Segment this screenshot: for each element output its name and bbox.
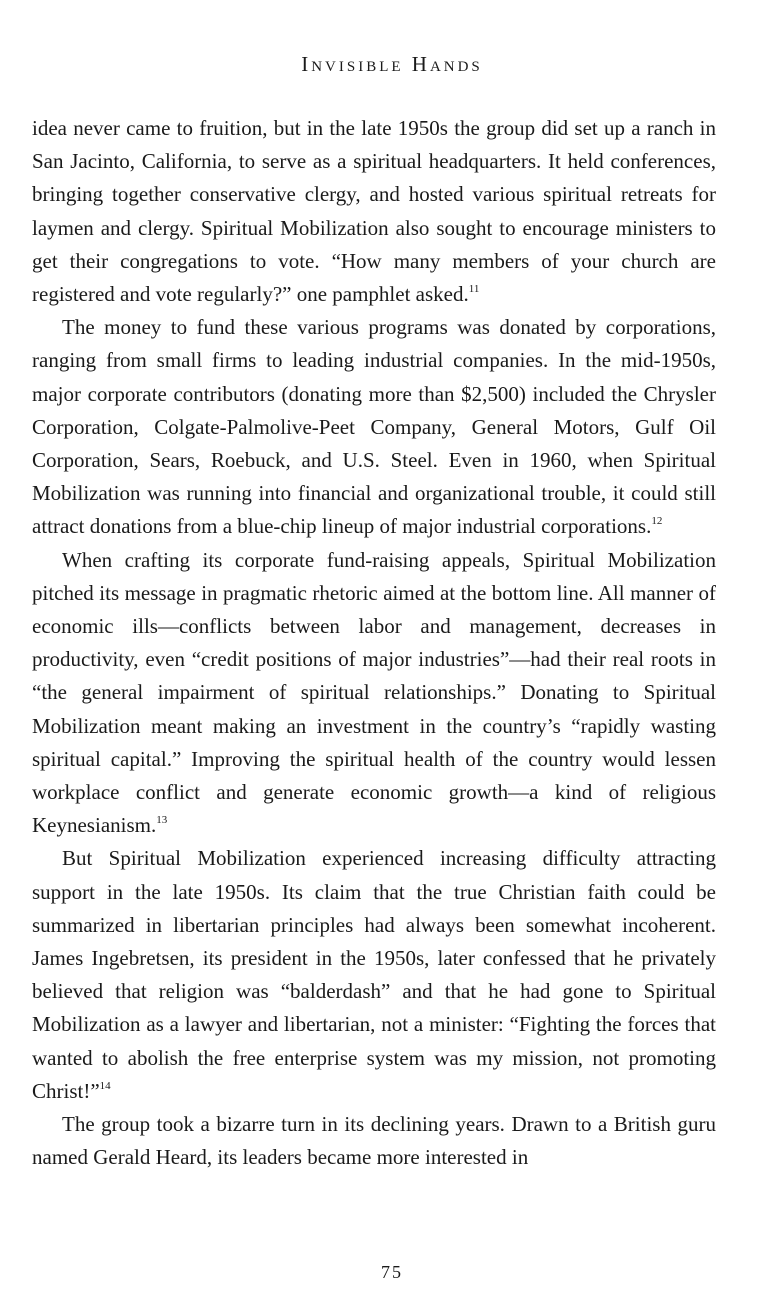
paragraph [32,112,716,311]
footnote-ref: 12 [651,515,663,528]
paragraph [32,544,716,843]
footnote-ref: 14 [99,1079,111,1092]
paragraph [32,842,716,1108]
paragraph [32,1108,716,1174]
paragraph-text: When crafting its corporate fund-raising appeals, Spiritual Mobilization pitched its message in pragmatic rhetoric aimed at the bottom line. All manner of economic ills—conflicts between labor and management, decreases in productivity, even “credit positions of major industries”—had their real roots in “the general impairment of spiritual relationships.” Donating to Spiritual Mobilization meant making an investment in the country’s “rapidly wasting spiritual capital.” Improving the spiritual health of the country would lessen workplace conflict and generate economic growth—a kind of religious Keynesianism. [32,547,716,838]
footnote-ref: 13 [156,814,168,827]
paragraph [32,311,716,543]
page-number: 75 [381,1262,403,1282]
paragraph-text: The money to fund these various programs was donated by corporations, ranging from small firms to leading industrial companies. In the mid-1950s, major corporate contributors (donating more than $2,500) included the Chrysler Corporation, Colgate-Palmolive-Peet Company, General Motors, Gulf Oil Corporation, Sears, Roebuck, and U.S. Steel. Even in 1960, when Spiritual Mobilization was running into financial and organizational trouble, it could still attract donations from a blue-chip lineup of major industrial corporations. [32,315,716,539]
body-text [32,112,716,1175]
paragraph-text: idea never came to fruition, but in the late 1950s the group did set up a ranch in San Jacinto, California, to serve as a spiritual headquarters. It held conferences, bringing together conservative clergy, and hosted various spiritual retreats for laymen and clergy. Spiritual Mobilization also sought to encourage ministers to get their congregations to vote. “How many members of your church are registered and vote regularly?” one pamphlet asked. [32,116,716,307]
paragraph-text: The group took a bizarre turn in its declining years. Drawn to a British guru named Gerald Heard, its leaders became more interested in [32,1112,716,1170]
footnote-ref: 11 [468,283,480,296]
running-head: Invisible Hands [301,52,483,76]
paragraph-text: But Spiritual Mobilization experienced increasing difficulty attracting support in the late 1950s. Its claim that the true Christian faith could be summarized in libertarian principles had always been somewhat incoherent. James Ingebretsen, its president in the 1950s, later confessed that he privately believed that religion was “balderdash” and that he had gone to Spiritual Mobilization as a lawyer and libertarian, not a minister: “Fighting the forces that wanted to abolish the free enterprise system was my mission, not promoting Christ!” [32,846,716,1103]
